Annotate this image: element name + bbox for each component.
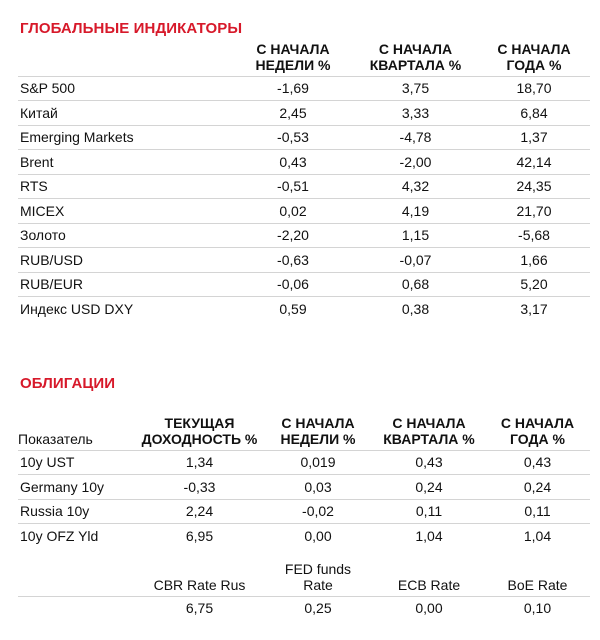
row-label: Brent [18,150,233,175]
cell-quarter: 4,19 [353,199,478,224]
cell-week: -1,69 [233,76,353,101]
cell-year: 5,20 [478,272,590,297]
cell-year: 0,43 [485,450,590,475]
row-label: Китай [18,101,233,126]
header-cbr-rate: CBR Rate Rus [153,576,246,593]
cell-week: 0,019 [263,450,373,475]
cell-year: 3,17 [478,297,590,321]
table-row [18,223,590,248]
cell-week: 2,45 [233,101,353,126]
boe-rate-value: 0,10 [485,596,590,620]
row-label: 10y UST [18,450,136,475]
header-year: С НАЧАЛА ГОДА % [497,40,571,73]
cell-week: -0,63 [233,248,353,273]
cell-week: 0,43 [233,150,353,175]
row-label: RUB/USD [18,248,233,273]
cell-year: 0,24 [485,475,590,500]
cbr-rate-value: 6,75 [136,596,263,620]
header-year: С НАЧАЛА ГОДА % [500,414,575,447]
rates-row [18,596,590,620]
global-indicators-table [18,38,590,321]
cell-yield: 6,95 [136,524,263,548]
row-label: Emerging Markets [18,125,233,150]
table-row [18,174,590,199]
rates-table [18,560,590,620]
rates-label-cell [18,596,136,620]
cell-week: -2,20 [233,223,353,248]
cell-quarter: 3,33 [353,101,478,126]
cell-quarter: 1,04 [373,524,485,548]
cell-quarter: 1,15 [353,223,478,248]
fed-rate-value: 0,25 [263,596,373,620]
cell-yield: 1,34 [136,450,263,475]
cell-week: 0,00 [263,524,373,548]
cell-week: 0,02 [233,199,353,224]
table-row [18,475,590,500]
cell-week: -0,02 [263,499,373,524]
header-week: С НАЧАЛА НЕДЕЛИ % [255,40,331,73]
cell-week: -0,06 [233,272,353,297]
header-boe-rate: BoE Rate [507,576,568,593]
cell-quarter: 0,24 [373,475,485,500]
cell-quarter: 0,38 [353,297,478,321]
cell-year: 1,37 [478,125,590,150]
global-indicators-title: ГЛОБАЛЬНЫЕ ИНДИКАТОРЫ [20,20,243,37]
table-row [18,150,590,175]
table-row [18,76,590,101]
cell-yield: -0,33 [136,475,263,500]
cell-week: 0,03 [263,475,373,500]
bonds-title: ОБЛИГАЦИИ [20,375,116,392]
header-ecb-rate: ECB Rate [397,576,461,593]
rates-spacer [18,560,136,596]
cell-quarter: -2,00 [353,150,478,175]
row-label: S&P 500 [18,76,233,101]
cell-quarter: 0,43 [373,450,485,475]
table-row [18,450,590,475]
row-label: 10y OFZ Yld [18,524,136,548]
cell-quarter: 0,11 [373,499,485,524]
cell-year: -5,68 [478,223,590,248]
cell-year: 1,66 [478,248,590,273]
table-row [18,499,590,524]
row-label: MICEX [18,199,233,224]
cell-yield: 2,24 [136,499,263,524]
cell-year: 0,11 [485,499,590,524]
cell-year: 42,14 [478,150,590,175]
table-row [18,199,590,224]
table-row [18,125,590,150]
header-week: С НАЧАЛА НЕДЕЛИ % [280,414,356,447]
cell-year: 6,84 [478,101,590,126]
cell-year: 21,70 [478,199,590,224]
cell-year: 1,04 [485,524,590,548]
cell-quarter: -0,07 [353,248,478,273]
table-row [18,272,590,297]
row-label: Germany 10y [18,475,136,500]
header-quarter: С НАЧАЛА КВАРТАЛА % [369,40,462,73]
header-fed-rate: FED funds Rate [284,560,352,593]
cell-quarter: 4,32 [353,174,478,199]
cell-year: 24,35 [478,174,590,199]
cell-week: -0,51 [233,174,353,199]
row-label: RTS [18,174,233,199]
table-row [18,101,590,126]
cell-week: -0,53 [233,125,353,150]
header-quarter: С НАЧАЛА КВАРТАЛА % [383,414,475,447]
table-row [18,248,590,273]
row-label: RUB/EUR [18,272,233,297]
row-label: Золото [18,223,233,248]
ecb-rate-value: 0,00 [373,596,485,620]
table-row [18,297,590,321]
bonds-label-header: Показатель [18,430,93,447]
bonds-table [18,402,590,548]
global-label-header [18,38,233,76]
header-yield: ТЕКУЩАЯ ДОХОДНОСТЬ % [141,414,258,447]
row-label: Russia 10y [18,499,136,524]
cell-quarter: -4,78 [353,125,478,150]
row-label: Индекс USD DXY [18,297,233,321]
cell-year: 18,70 [478,76,590,101]
cell-week: 0,59 [233,297,353,321]
cell-quarter: 0,68 [353,272,478,297]
cell-quarter: 3,75 [353,76,478,101]
table-row [18,524,590,548]
